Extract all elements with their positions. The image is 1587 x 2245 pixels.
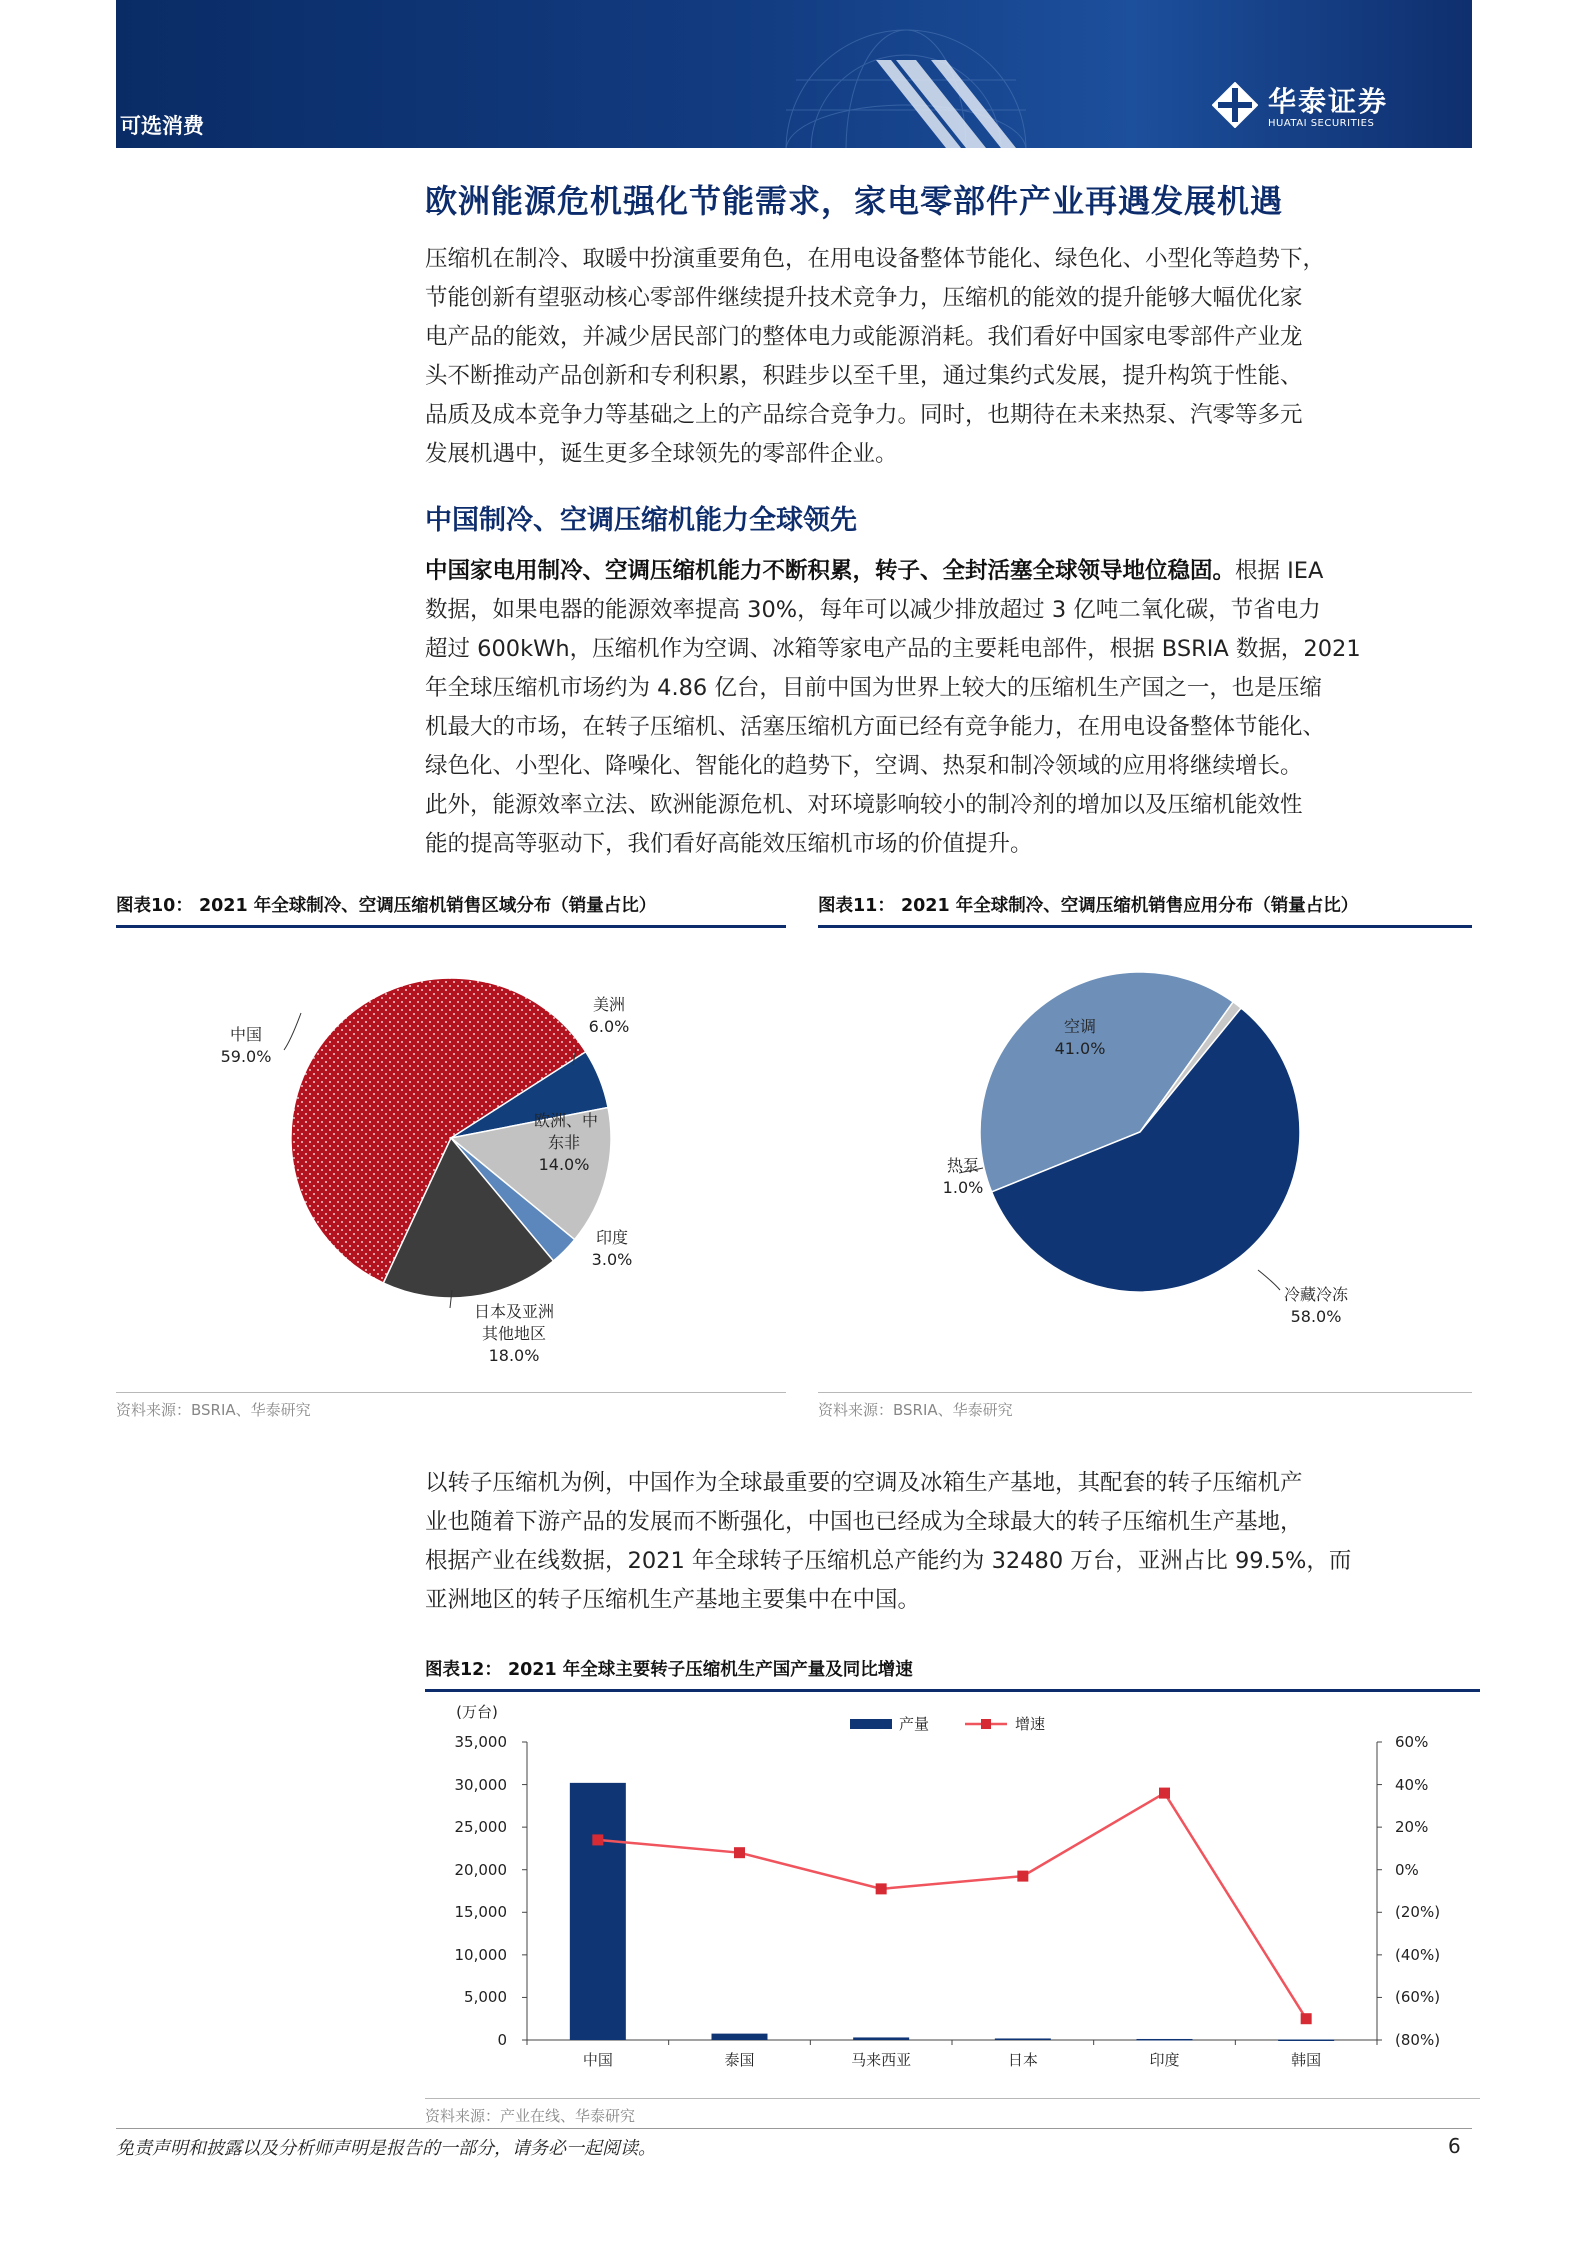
fig10-label-india-pct: 3.0% <box>591 1250 633 1269</box>
fig10-label-japan-name1: 日本及亚洲 <box>473 1302 555 1321</box>
fig10-pie-chart <box>116 940 786 1380</box>
fig11-label-heatpump-pct: 1.0% <box>942 1178 984 1197</box>
y-tick-label: 20,000 <box>454 1861 507 1879</box>
text-line: 以转子压缩机为例，中国作为全球最重要的空调及冰箱生产基地，其配套的转子压缩机产 <box>425 1470 1303 1496</box>
text-line: 此外，能源效率立法、欧洲能源危机、对环境影响较小的制冷剂的增加以及压缩机能效性 <box>425 792 1303 818</box>
x-tick-label: 泰国 <box>724 2051 755 2069</box>
legend-line-marker <box>981 1719 991 1729</box>
page-number: 6 <box>1448 2134 1461 2158</box>
fig10-label-emea-name2: 东非 <box>547 1133 581 1152</box>
y-tick-label: 5,000 <box>464 1988 507 2006</box>
y2-tick-label: 20% <box>1395 1818 1429 1836</box>
y-tick-label: 15,000 <box>454 1903 507 1921</box>
footer-disclaimer: 免责声明和披露以及分析师声明是报告的一部分，请务必一起阅读。 <box>116 2138 656 2159</box>
legend-line-label: 增速 <box>1015 1715 1046 1733</box>
y-tick-label: 35,000 <box>454 1733 507 1751</box>
y2-tick-label: (40%) <box>1395 1946 1441 1964</box>
text-line: 发展机遇中，诞生更多全球领先的零部件企业。 <box>425 441 898 467</box>
lead-sentence: 中国家电用制冷、空调压缩机能力不断积累，转子、全封活塞全球领导地位稳固。 <box>425 558 1236 584</box>
section-label: 可选消费 <box>120 114 204 138</box>
y-tick-label: 0 <box>497 2031 507 2049</box>
fig10-label-china-pct: 59.0% <box>220 1047 272 1066</box>
leader-line <box>1258 1270 1280 1290</box>
fig11-title: 图表11： 2021 年全球制冷、空调压缩机销售应用分布（销量占比） <box>818 892 1472 928</box>
legend-bar-label: 产量 <box>899 1715 930 1733</box>
x-tick-label: 中国 <box>582 2051 613 2069</box>
text-line: 业也随着下游产品的发展而不断强化，中国也已经成为全球最大的转子压缩机生产基地， <box>425 1509 1303 1535</box>
footer-divider <box>116 2128 1472 2129</box>
fig10-label-india-name: 印度 <box>595 1228 629 1247</box>
x-tick-label: 马来西亚 <box>851 2051 912 2069</box>
growth-point <box>592 1834 603 1845</box>
bar-production <box>1278 2039 1334 2041</box>
growth-point <box>876 1883 887 1894</box>
header-banner <box>116 0 1472 148</box>
bar-production <box>570 1783 626 2040</box>
fig12-title: 图表12： 2021 年全球主要转子压缩机生产国产量及同比增速 <box>425 1656 1480 1692</box>
bar-production <box>853 2037 909 2040</box>
bar-production <box>1137 2039 1193 2041</box>
text-line: 根据产业在线数据，2021 年全球转子压缩机总产能约为 32480 万台，亚洲占比 99.5%，而 <box>425 1548 1352 1574</box>
text-line: 机最大的市场，在转子压缩机、活塞压缩机方面已经有竞争能力，在用电设备整体节能化、 <box>425 714 1326 740</box>
text-line: 绿色化、小型化、降噪化、智能化的趋势下，空调、热泵和制冷领域的应用将继续增长。 <box>425 753 1303 779</box>
fig11-label-fridge-name: 冷藏冷冻 <box>1283 1285 1349 1304</box>
section-heading: 中国制冷、空调压缩机能力全球领先 <box>425 505 857 536</box>
logo-text-en: HUATAI SECURITIES <box>1268 118 1375 129</box>
fig10-source: 资料来源：BSRIA、华泰研究 <box>116 1392 786 1420</box>
growth-point <box>1159 1788 1170 1799</box>
text-line: 品质及成本竞争力等基础之上的产品综合竞争力。同时，也期待在未来热泵、汽零等多元 <box>425 402 1303 428</box>
y2-tick-label: 60% <box>1395 1733 1429 1751</box>
growth-point <box>1017 1871 1028 1882</box>
text-fragment: 根据 IEA <box>1235 558 1324 584</box>
rotary-paragraph <box>425 1464 1480 1620</box>
x-tick-label: 韩国 <box>1291 2051 1322 2069</box>
intro-paragraph <box>425 240 1480 474</box>
text-line: 节能创新有望驱动核心零部件继续提升技术竞争力，压缩机的能效的提升能够大幅优化家 <box>425 285 1303 311</box>
text-line: 头不断推动产品创新和专利积累，积跬步以至千里，通过集约式发展，提升构筑于性能、 <box>425 363 1303 389</box>
fig11-pie-chart <box>818 940 1472 1380</box>
fig10-label-japan-name2: 其他地区 <box>481 1324 547 1343</box>
fig10-label-americas-name: 美洲 <box>592 995 626 1014</box>
text-line: 年全球压缩机市场约为 4.86 亿台，目前中国为世界上较大的压缩机生产国之一，也是压缩 <box>425 675 1322 701</box>
fig10-title: 图表10： 2021 年全球制冷、空调压缩机销售区域分布（销量占比） <box>116 892 786 928</box>
bar-production <box>712 2034 768 2040</box>
fig10-label-emea-name1: 欧洲、中 <box>533 1111 599 1130</box>
y2-tick-label: (20%) <box>1395 1903 1441 1921</box>
y2-tick-label: 40% <box>1395 1776 1429 1794</box>
fig10-label-emea-pct: 14.0% <box>538 1155 590 1174</box>
legend-bar-swatch <box>850 1719 892 1729</box>
growth-point <box>1301 2013 1312 2024</box>
text-line: 数据，如果电器的能源效率提高 30%，每年可以减少排放超过 3 亿吨二氧化碳，节省电力 <box>425 597 1321 623</box>
text-line: 亚洲地区的转子压缩机生产基地主要集中在中国。 <box>425 1587 921 1613</box>
fig10-label-china-name: 中国 <box>229 1025 263 1044</box>
huatai-logo-icon <box>1212 82 1258 128</box>
y-tick-label: 10,000 <box>454 1946 507 1964</box>
y2-tick-label: 0% <box>1395 1861 1419 1879</box>
x-tick-label: 日本 <box>1007 2051 1038 2069</box>
y-tick-label: 25,000 <box>454 1818 507 1836</box>
leader-line <box>284 1013 301 1050</box>
text-line: 压缩机在制冷、取暖中扮演重要角色，在用电设备整体节能化、绿色化、小型化等趋势下， <box>425 246 1326 272</box>
fig10-label-japan-pct: 18.0% <box>488 1346 540 1365</box>
y-tick-label: 30,000 <box>454 1776 507 1794</box>
fig11-label-fridge-pct: 58.0% <box>1290 1307 1342 1326</box>
fig11-source: 资料来源：BSRIA、华泰研究 <box>818 1392 1472 1420</box>
growth-line <box>598 1793 1306 2019</box>
fig11-label-heatpump-name: 热泵 <box>946 1156 980 1175</box>
x-tick-label: 印度 <box>1149 2051 1180 2069</box>
fig11-label-ac-pct: 41.0% <box>1054 1039 1106 1058</box>
fig12-source: 资料来源：产业在线、华泰研究 <box>425 2098 1480 2126</box>
fig12-combo-chart <box>425 1690 1480 2090</box>
page-title: 欧洲能源危机强化节能需求，家电零部件产业再遇发展机遇 <box>425 182 1284 220</box>
growth-point <box>734 1847 745 1858</box>
text-line <box>425 552 1480 591</box>
logo-text-cn: 华泰证券 <box>1268 85 1389 118</box>
y2-tick-label: (60%) <box>1395 1988 1441 2006</box>
y2-tick-label: (80%) <box>1395 2031 1441 2049</box>
fig10-label-americas-pct: 6.0% <box>588 1017 630 1036</box>
text-line: 能的提高等驱动下，我们看好高能效压缩机市场的价值提升。 <box>425 831 1033 857</box>
fig12-unit-label: (万台) <box>456 1703 498 1721</box>
section2-paragraph <box>425 552 1480 864</box>
text-line: 超过 600kWh，压缩机作为空调、冰箱等家电产品的主要耗电部件，根据 BSRIA 数据，2021 <box>425 636 1361 662</box>
fig11-label-ac-name: 空调 <box>1063 1017 1097 1036</box>
huatai-logo <box>1212 78 1432 136</box>
bar-production <box>995 2038 1051 2040</box>
text-line: 电产品的能效，并减少居民部门的整体电力或能源消耗。我们看好中国家电零部件产业龙 <box>425 324 1303 350</box>
